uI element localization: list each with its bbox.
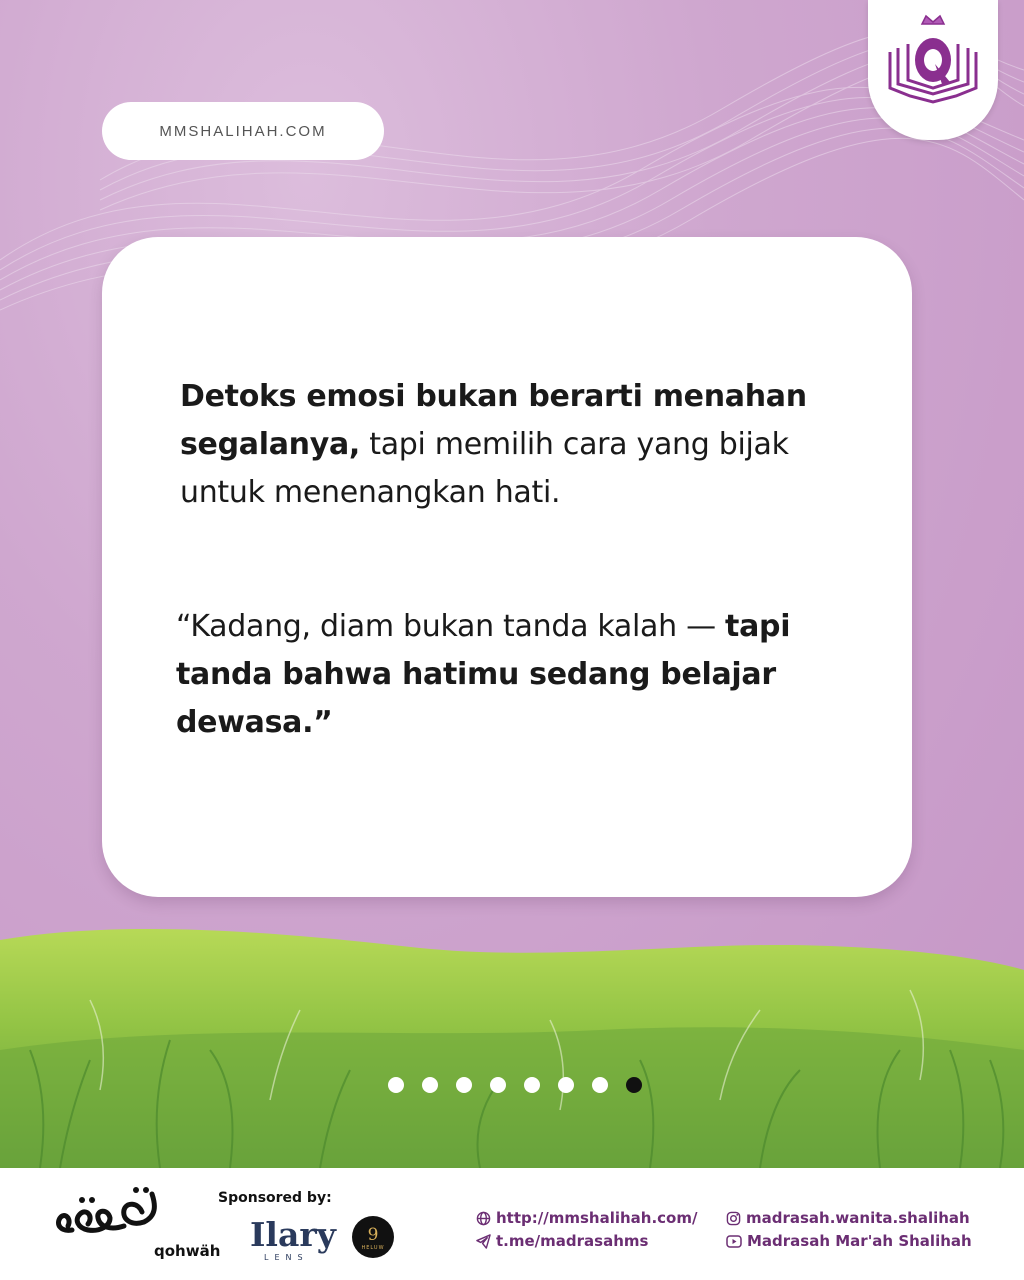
footer	[0, 1168, 1024, 1280]
pagination-dot[interactable]	[388, 1077, 404, 1093]
pagination-dots	[388, 1077, 642, 1093]
pagination-dot[interactable]	[422, 1077, 438, 1093]
pagination-dot[interactable]	[490, 1077, 506, 1093]
heluw-mark-icon: 9	[367, 1225, 379, 1245]
pagination-dot[interactable]	[558, 1077, 574, 1093]
heluw-label: HELUW	[361, 1245, 385, 1251]
instagram-link[interactable]	[726, 1209, 970, 1227]
quote-card	[102, 237, 912, 897]
paragraph-main	[180, 373, 860, 517]
pagination-dot[interactable]	[592, 1077, 608, 1093]
paragraph-main-normal: tapi memilih cara yang bijak untuk menenangkan hati.	[180, 427, 789, 510]
qohwah-logo-icon	[52, 1186, 162, 1252]
ilary-lens-logo: Ilary	[250, 1215, 336, 1254]
paragraph-quote-bold: tapi tanda bahwa hatimu sedang belajar dewasa.”	[176, 609, 791, 740]
youtube-text: Madrasah Mar'ah Shalihah	[747, 1232, 972, 1250]
youtube-icon	[726, 1234, 742, 1249]
site-label-pill[interactable]	[102, 102, 384, 160]
globe-icon	[476, 1211, 491, 1226]
ilary-lens-sub: LENS	[264, 1253, 309, 1262]
grass-field	[0, 900, 1024, 1168]
qohwah-label: qohwäh	[154, 1242, 221, 1260]
telegram-link[interactable]	[476, 1232, 648, 1250]
heluw-logo	[352, 1216, 394, 1258]
instagram-text: madrasah.wanita.shalihah	[746, 1209, 970, 1227]
paragraph-main-bold: Detoks emosi bukan berarti menahan segalanya,	[180, 379, 807, 462]
telegram-icon	[476, 1234, 491, 1249]
paragraph-quote-normal: “Kadang, diam bukan tanda kalah —	[176, 609, 726, 644]
brand-logo-tab[interactable]	[868, 0, 998, 140]
paragraph-quote	[176, 603, 856, 747]
telegram-text: t.me/madrasahms	[496, 1232, 649, 1250]
pagination-dot[interactable]	[524, 1077, 540, 1093]
pagination-dot[interactable]	[456, 1077, 472, 1093]
site-label: MMSHALIHAH.COM	[159, 122, 327, 140]
sponsored-label: Sponsored by:	[218, 1190, 332, 1206]
youtube-link[interactable]	[726, 1232, 972, 1250]
madrasah-logo-icon	[880, 12, 986, 112]
website-text: http://mmshalihah.com/	[496, 1209, 698, 1227]
instagram-icon	[726, 1211, 741, 1226]
pagination-dot-active[interactable]	[626, 1077, 642, 1093]
website-link[interactable]	[476, 1209, 697, 1227]
